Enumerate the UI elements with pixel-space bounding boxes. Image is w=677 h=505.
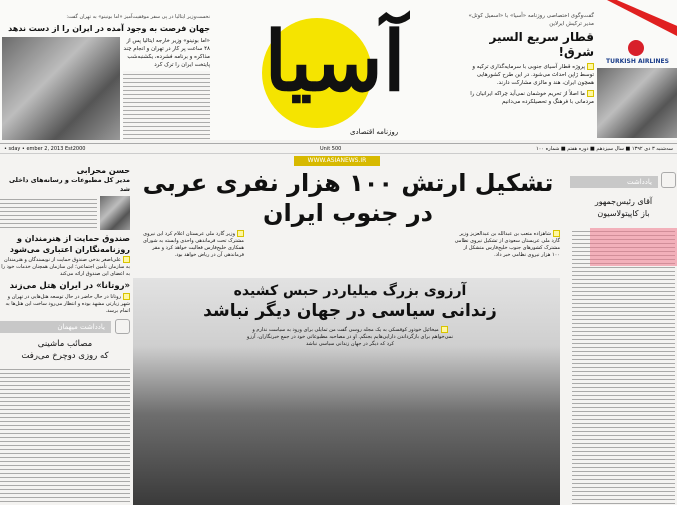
pen-note-icon [661, 172, 676, 188]
top-right-para1 [462, 63, 594, 87]
para-text: شاهزاده متعب بن عبدالله بن عبدالعزیز وزیر گارد ملی عربستان سعودی از تشکیل نیروی نظامی مشترک کشورهای جنوب خلیج‌فارس متشکل از ۱۰۰ هزار نیروی نظامی خبر داد. [454, 231, 560, 258]
price: Unit 500 [320, 146, 342, 152]
bullet-icon [587, 63, 594, 70]
para-text: وزیر گارد ملی عربستان اعلام کرد این نیروی مشترک تحت فرماندهی واحدی وابسته به شورای همکاری خلیج‌فارس فعالیت خواهد کرد و مقر فرماندهی آن در ریاض خواهد بود. [143, 231, 244, 258]
top-right-kicker: گفت‌وگوی اختصاصی روزنامه «آسیا» با «اسمیل کوتل» مدیر ترکیش ایرلاین [468, 13, 594, 27]
left-body [0, 196, 97, 230]
main-headline-2[interactable]: در جنوب ایران [263, 199, 433, 227]
top-left-headline[interactable]: جهان فرصت به وجود آمده در ایران را از دست ندهد [8, 24, 210, 33]
op-body [0, 366, 130, 505]
top-right-story [462, 12, 594, 106]
date-english: • sday • ember 2, 2013 Est2000 [4, 146, 86, 152]
brand-label: TURKISH AIRLINES [606, 58, 669, 65]
main-headline-block [133, 168, 563, 228]
op-title-line: که روزی دوچرخ می‌رفت [21, 351, 109, 361]
bullet-icon [553, 230, 560, 237]
para-text: روتانا در حال حاضر در حال توسعه هتل‌هایی در تهران و شهر زیارتی مشهد بوده و انتظار می‌رود ساخت این هتل‌ها به اتمام برسد. [5, 294, 130, 314]
sub-story [150, 282, 550, 348]
left-name: حسن محرابی [76, 166, 130, 175]
top-right-photo [597, 68, 677, 138]
date-item: سال سیزدهم [596, 146, 624, 152]
top-left-body-row [2, 37, 210, 140]
date-bar [0, 143, 677, 154]
website-badge[interactable]: WWW.ASIANEWS.IR [294, 156, 380, 166]
left-h2[interactable]: صندوق حمایت از هنرمندان و روزنامه‌نگاران اعتباری می‌شود [9, 234, 130, 254]
sub-kicker: آرزوی بزرگ میلیاردر حبس کشیده [233, 283, 467, 299]
main-side-left [138, 230, 244, 259]
date-item: شماره ۱۰۰ [535, 146, 560, 152]
para-text: میخائیل خودور کوفسکی به یک مجله روسی گفت من تمایلی برای ورود به سیاست ندارم و نمی‌خواهم برای بازگرداندن دارایی‌هایم بجنگم. او در مصاحبه مطبوعاتی خود در جمع خبرنگاران، آرزو کرد که دیگر در جهان زندانی سیاسی نباشد [246, 327, 454, 347]
section-note: یادداشت [570, 176, 658, 188]
main-side-right [454, 230, 560, 259]
left-h3[interactable]: «روتانا» در ایران هتل می‌زند [9, 281, 130, 291]
section-guest-note: یادداشت میهمان [0, 321, 111, 333]
bullet-icon [441, 326, 448, 333]
bullet-icon [123, 256, 130, 263]
left-title[interactable]: مدیر کل مطبوعات و رسانه‌های داخلی شد [8, 176, 130, 193]
left-p2 [0, 256, 130, 278]
top-left-body [123, 71, 210, 140]
bullet-icon [123, 293, 130, 300]
turkish-airlines-logo-icon [628, 40, 644, 56]
date-item: سه‌شنبه ۳ دی ۱۳۹۲ [631, 146, 673, 152]
right-title[interactable] [570, 196, 677, 220]
right-title-line: آقای رئیس‌جمهور [594, 197, 653, 206]
right-body [572, 228, 675, 505]
top-left-story [2, 14, 210, 140]
para-text: علی‌اصغر بدخی صندوق حمایت از نویسندگان و هنرمندان به سازمان تأمین اجتماعی؛ این سازمان همچنان خدمات خود را به اعضای این صندوق ارائه می‌کند [1, 257, 130, 277]
logo-tagline: روزنامه اقتصادی [350, 128, 399, 136]
para-text: ما اصلاً از تحریم خوشمان نمی‌آید چراکه ایرانیان را مردمانی با فرهنگ و تحصیلکرده می‌دانیم [470, 91, 594, 105]
left-section-row [0, 319, 130, 334]
top-left-photo [2, 37, 120, 140]
op-title-line: مصائب ماشینی [37, 339, 93, 349]
date-persian: سه‌شنبه ۳ دی ۱۳۹۲ ■ سال سیزدهم ■ دوره هفتم ■ شماره ۱۰۰ [535, 146, 673, 152]
pen-note-icon [115, 319, 130, 334]
op-title[interactable] [0, 338, 130, 362]
left-profile-row [0, 196, 130, 230]
bullet-icon [237, 230, 244, 237]
pink-ad-flap[interactable] [590, 228, 677, 266]
top-left-kicker: نخست‌وزیر ایتالیا در پی سفر موفقیت‌آمیز «اما بونینو» به تهران گفت: [66, 14, 210, 20]
sub-lead [245, 326, 455, 348]
left-p3 [0, 293, 130, 315]
para-text: پروژه قطار آسیای جنوبی با سرمایه‌گذاری ترکیه و توسط ژاپن احداث می‌شود. در این طرح کشورهایی همچون ایران، هند و مالزی مشارکت دارند. [472, 64, 594, 86]
main-headline-1[interactable]: تشکیل ارتش ۱۰۰ هزار نفری عربی [142, 169, 554, 197]
top-right-para2 [462, 90, 594, 106]
left-column [0, 166, 130, 505]
logo: آسیا [264, 14, 406, 110]
top-right-headline[interactable]: قطار سریع السیر شرق! [489, 30, 594, 59]
right-title-line: باز کاپیتولاسیون [597, 209, 650, 218]
top-left-lead: «اما بونینو» وزیر خارجه ایتالیا پس از ۴۸ ساعت پر کار در تهران و انجام چند مذاکره و برنامه فشرده، یکشنبه‌شب پایتخت ایران را ترک کرد [123, 38, 210, 68]
portrait-photo [100, 196, 130, 230]
sub-headline[interactable]: زندانی سیاسی در جهان دیگر نباشد [203, 301, 497, 321]
date-item: دوره هفتم [567, 146, 589, 152]
bullet-icon [587, 90, 594, 97]
